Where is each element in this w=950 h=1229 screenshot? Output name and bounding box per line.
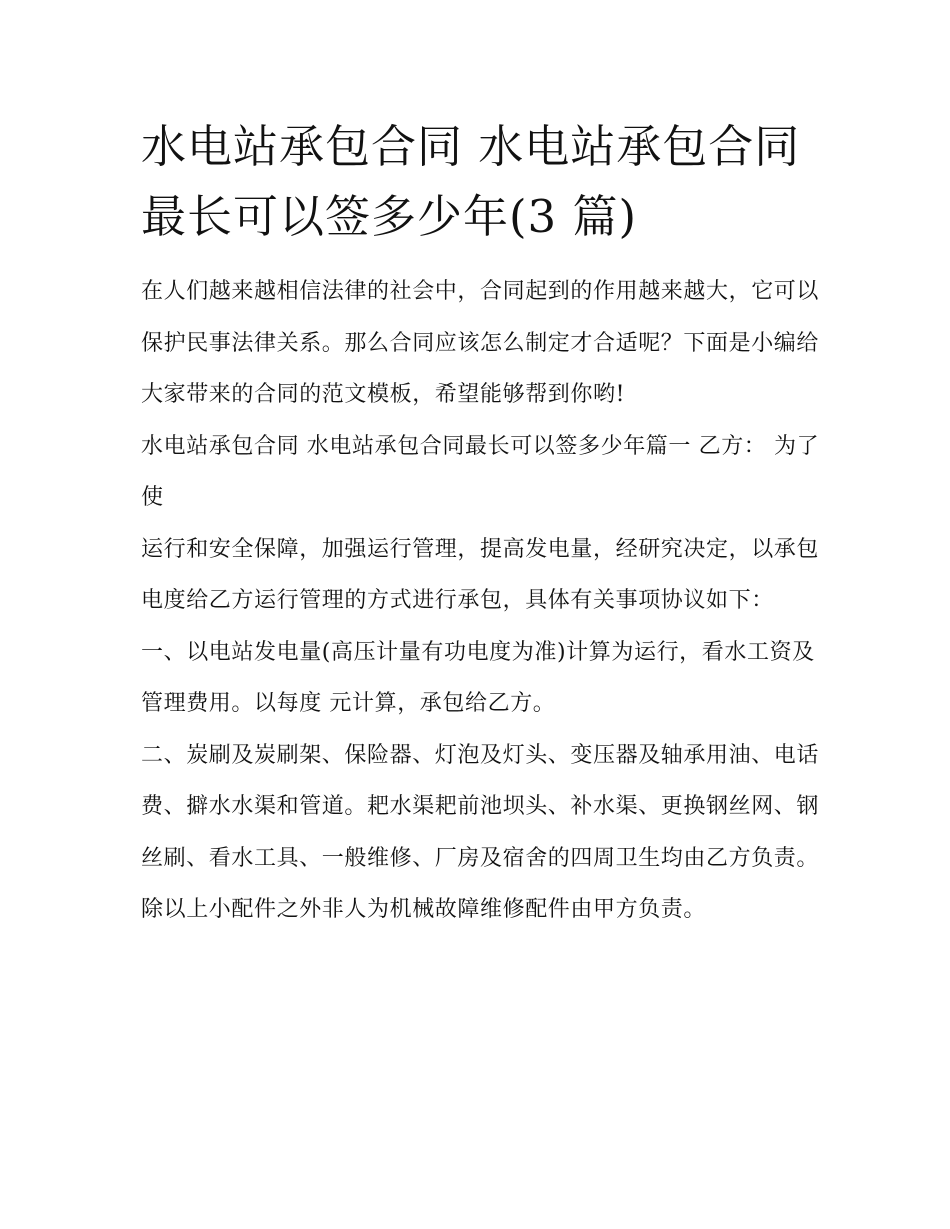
paragraph-clause-one: 一、以电站发电量(高压计量有功电度为准)计算为运行，看水工资及管理费用。以每度 元计算，承包给乙方。: [141, 639, 815, 716]
paragraph-clause-two: 二、炭刷及炭刷架、保险器、灯泡及灯头、变压器及轴承用油、电话费、擗水水渠和管道。耙水渠耙前池坝头、补水渠、更换钢丝网、钢丝刷、看水工具、一般维修、厂房及宿舍的四周卫生均由乙方负责。除以上小配件之外非人为机械故障维修配件由甲方负责。: [141, 742, 820, 922]
paragraph-section-one-heading: 水电站承包合同 水电站承包合同最长可以签多少年篇一 乙方： 为了使: [141, 433, 820, 510]
document-page: [141, 112, 821, 936]
paragraph-intro: 在人们越来越相信法律的社会中，合同起到的作用越来越大，它可以保护民事法律关系。那么合同应该怎么制定才合适呢？下面是小编给大家带来的合同的范文模板，希望能够帮到你哟!: [141, 279, 820, 407]
paragraph-purpose: 运行和安全保障，加强运行管理，提高发电量，经研究决定，以承包电度给乙方运行管理的方式进行承包，具体有关事项协议如下：: [141, 536, 820, 613]
document-title: 水电站承包合同 水电站承包合同最长可以签多少年(3 篇): [141, 120, 801, 243]
